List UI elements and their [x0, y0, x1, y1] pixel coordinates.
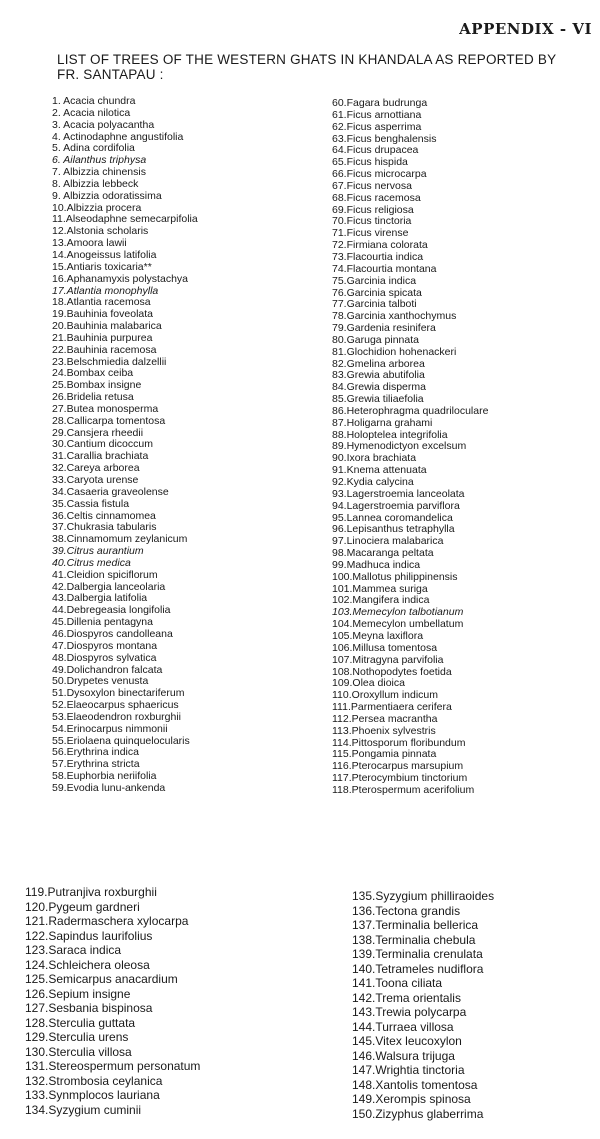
tree-list-item: 42.Dalbergia lanceolaria: [52, 580, 166, 593]
tree-list-item: 10.Albizzia procera: [52, 201, 142, 214]
tree-list-item: 43.Dalbergia latifolia: [52, 592, 148, 605]
tree-list-item: 11.Alseodaphne semecarpifolia: [52, 213, 198, 226]
tree-list-item: 150.Zizyphus glaberrima: [352, 1106, 484, 1121]
tree-list-item: 147.Wrightia tinctoria: [352, 1063, 465, 1077]
tree-list-item: 117.Pterocymbium tinctorium: [332, 772, 468, 785]
tree-list-item: 8. Albizzia lebbeck: [52, 177, 139, 190]
tree-list-item: 114.Pittosporum floribundum: [332, 736, 466, 749]
tree-list-item: 143.Trewia polycarpa: [352, 1005, 467, 1019]
tree-list-item: 109.Olea dioica: [332, 677, 405, 690]
tree-list-item: 67.Ficus nervosa: [332, 179, 412, 192]
tree-list-item: 84.Grewia disperma: [332, 381, 426, 394]
tree-list-item: 120.Pygeum gardneri: [25, 899, 140, 914]
tree-list-item: 34.Casaeria graveolense: [52, 485, 169, 498]
tree-list-item: 82.Gmelina arborea: [332, 357, 425, 370]
tree-list-item: 19.Bauhinia foveolata: [52, 308, 153, 321]
tree-list-item: 89.Hymenodictyon excelsum: [332, 440, 467, 453]
tree-list-item: 148.Xantolis tomentosa: [352, 1077, 478, 1092]
tree-list-item: 38.Cinnamomum zeylanicum: [52, 533, 188, 546]
tree-list-item: 65.Ficus hispida: [332, 156, 408, 169]
tree-list-item: 126.Sepium insigne: [25, 986, 131, 1001]
tree-list-item: 102.Mangifera indica: [332, 594, 430, 607]
tree-list-item: 48.Diospyros sylvatica: [52, 651, 157, 664]
tree-list-item: 111.Parmentiaera cerifera: [332, 701, 452, 714]
tree-list-item: 40.Citrus medica: [52, 556, 131, 569]
tree-list-column-3: [25, 885, 200, 1117]
tree-list-item: 100.Mallotus philippinensis: [332, 570, 458, 583]
tree-list-item: 112.Persea macrantha: [332, 712, 438, 725]
tree-list-item: 118.Pterospermum acerifolium: [332, 783, 475, 796]
tree-list-item: 51.Dysoxylon binectariferum: [52, 687, 185, 700]
tree-list-item: 70.Ficus tinctoria: [332, 215, 412, 228]
tree-list-item: 133.Synmplocos lauriana: [25, 1088, 160, 1102]
tree-list-item: 28.Callicarpa tomentosa: [52, 414, 166, 427]
tree-list-item: 44.Debregeasia longifolia: [52, 604, 171, 617]
tree-list-item: 64.Ficus drupacea: [332, 144, 419, 157]
tree-list-item: 77.Garcinia talboti: [332, 298, 417, 311]
tree-list-item: 46.Diospyros candolleana: [52, 627, 173, 640]
tree-list-item: 57.Erythrina stricta: [52, 758, 140, 771]
tree-list-item: 141.Toona ciliata: [352, 976, 443, 990]
tree-list-item: 110.Oroxyllum indicum: [332, 689, 439, 702]
tree-list-item: 106.Millusa tomentosa: [332, 641, 438, 654]
tree-list-item: 23.Belschmiedia dalzellii: [52, 355, 167, 368]
tree-list-item: 127.Sesbania bispinosa: [25, 1001, 153, 1015]
tree-list-item: 16.Aphanamyxis polystachya: [52, 272, 188, 285]
tree-list-item: 3. Acacia polyacantha: [52, 118, 155, 131]
tree-list-item: 149.Xerompis spinosa: [352, 1092, 471, 1106]
tree-list-item: 88.Holoptelea integrifolia: [332, 428, 448, 441]
page-title: LIST OF TREES OF THE WESTERN GHATS IN KHANDALA AS REPORTED BY FR. SANTAPAU :: [57, 52, 557, 82]
tree-list-item: 62.Ficus asperrima: [332, 120, 422, 133]
tree-list-item: 115.Pongamia pinnata: [332, 748, 437, 761]
tree-list-item: 35.Cassia fistula: [52, 497, 130, 510]
tree-list-item: 101.Mammea suriga: [332, 582, 428, 595]
tree-list-item: 12.Alstonia scholaris: [52, 225, 149, 238]
tree-list-item: 55.Eriolaena quinquelocularis: [52, 734, 190, 747]
tree-list-item: 85.Grewia tiliaefolia: [332, 393, 424, 406]
tree-list-item: 2. Acacia nilotica: [52, 106, 131, 119]
tree-list-item: 25.Bombax insigne: [52, 379, 142, 392]
tree-list-item: 36.Celtis cinnamomea: [52, 509, 156, 522]
tree-list-item: 20.Bauhinia malabarica: [52, 320, 162, 333]
tree-list-item: 108.Nothopodytes foetida: [332, 665, 452, 678]
tree-list-item: 27.Butea monosperma: [52, 402, 159, 415]
tree-list-item: 128.Sterculia guttata: [25, 1015, 136, 1030]
tree-list-item: 66.Ficus microcarpa: [332, 168, 427, 181]
tree-list-item: 134.Syzygium cuminii: [25, 1102, 142, 1117]
tree-list-item: 107.Mitragyna parvifolia: [332, 653, 444, 666]
tree-list-item: 97.Linociera malabarica: [332, 535, 444, 548]
tree-list-item: 29.Cansjera rheedii: [52, 426, 144, 439]
tree-list-item: 139.Terminalia crenulata: [352, 947, 483, 961]
tree-list-item: 33.Caryota urense: [52, 474, 139, 486]
tree-list-item: 68.Ficus racemosa: [332, 191, 421, 204]
tree-list-item: 17.Atlantia monophylla: [52, 284, 159, 297]
tree-list-item: 92.Kydia calycina: [332, 476, 414, 488]
tree-list-item: 135.Syzygium philliraoides: [352, 889, 495, 903]
tree-list-item: 14.Anogeissus latifolia: [52, 248, 157, 261]
tree-list-item: 122.Sapindus laurifolius: [25, 928, 153, 943]
tree-list-column-2: [332, 98, 488, 797]
tree-list-item: 79.Gardenia resinifera: [332, 322, 436, 335]
tree-list-item: 81.Glochidion hohenackeri: [332, 345, 457, 358]
tree-list-item: 129.Sterculia urens: [25, 1030, 129, 1044]
tree-list-item: 32.Careya arborea: [52, 462, 140, 475]
tree-list-item: 41.Cleidion spiciflorum: [52, 568, 158, 581]
tree-list-column-1: [52, 96, 198, 795]
tree-list-item: 73.Flacourtia indica: [332, 250, 424, 263]
tree-list-item: 58.Euphorbia neriifolia: [52, 770, 157, 783]
tree-list-item: 119.Putranjiva roxburghii: [25, 885, 157, 899]
tree-list-item: 99.Madhuca indica: [332, 558, 421, 571]
tree-list-item: 94.Lagerstroemia parviflora: [332, 499, 460, 512]
tree-list-item: 49.Dolichandron falcata: [52, 663, 163, 676]
tree-list-item: 96.Lepisanthus tetraphylla: [332, 523, 455, 536]
appendix-label: APPENDIX - VI: [459, 20, 592, 38]
tree-list-item: 56.Erythrina indica: [52, 746, 139, 759]
tree-list-item: 137.Terminalia bellerica: [352, 918, 479, 932]
tree-list-item: 59.Evodia lunu-ankenda: [52, 781, 166, 794]
tree-list-item: 37.Chukrasia tabularis: [52, 521, 157, 534]
tree-list-item: 61.Ficus arnottiana: [332, 108, 422, 121]
tree-list-item: 45.Dillenia pentagyna: [52, 616, 153, 629]
tree-list-item: 86.Heterophragma quadriloculare: [332, 404, 489, 417]
tree-list-item: 103.Memecylon talbotianum: [332, 606, 464, 619]
tree-list-item: 123.Saraca indica: [25, 943, 122, 957]
tree-list-item: 131.Stereospermum personatum: [25, 1059, 201, 1073]
tree-list-item: 87.Holigarna grahami: [332, 416, 433, 429]
tree-list-item: 50.Drypetes venusta: [52, 675, 149, 688]
tree-list-item: 136.Tectona grandis: [352, 903, 461, 918]
tree-list-item: 4. Actinodaphne angustifolia: [52, 130, 184, 143]
tree-list-item: 39.Citrus aurantium: [52, 545, 144, 558]
tree-list-item: 71.Ficus virense: [332, 227, 409, 240]
tree-list-item: 95.Lannea coromandelica: [332, 511, 453, 524]
tree-list-item: 125.Semicarpus anacardium: [25, 972, 178, 986]
tree-list-column-4: [352, 889, 494, 1121]
tree-list-item: 146.Walsura trijuga: [352, 1048, 455, 1063]
tree-list-item: 63.Ficus benghalensis: [332, 132, 437, 145]
tree-list-item: 144.Turraea villosa: [352, 1019, 454, 1034]
tree-list-item: 6. Ailanthus triphysa: [52, 154, 147, 167]
tree-list-item: 22.Bauhinia racemosa: [52, 343, 157, 356]
tree-list-item: 124.Schleichera oleosa: [25, 957, 150, 972]
tree-list-item: 140.Tetrameles nudiflora: [352, 961, 484, 976]
tree-list-item: 138.Terminalia chebula: [352, 932, 476, 947]
tree-list-item: 26.Bridelia retusa: [52, 391, 134, 404]
tree-list-item: 1. Acacia chundra: [52, 95, 136, 107]
tree-list-item: 104.Memecylon umbellatum: [332, 618, 464, 631]
tree-list-item: 24.Bombax ceiba: [52, 367, 134, 380]
tree-list-item: 75.Garcinia indica: [332, 274, 417, 287]
tree-list-item: 130.Sterculia villosa: [25, 1044, 132, 1059]
tree-list-item: 53.Elaeodendron roxburghii: [52, 710, 182, 723]
tree-list-item: 54.Erinocarpus nimmonii: [52, 722, 168, 735]
tree-list-item: 21.Bauhinia purpurea: [52, 331, 153, 344]
tree-list-item: 113.Phoenix sylvestris: [332, 724, 436, 737]
tree-list-item: 69.Ficus religiosa: [332, 203, 414, 216]
tree-list-item: 15.Antiaris toxicaria**: [52, 260, 152, 273]
tree-list-item: 142.Trema orientalis: [352, 990, 461, 1005]
tree-list-item: 116.Pterocarpus marsupium: [332, 760, 464, 773]
tree-list-item: 93.Lagerstroemia lanceolata: [332, 487, 465, 500]
tree-list-item: 9. Albizzia odoratissima: [52, 189, 162, 202]
tree-list-item: 132.Strombosia ceylanica: [25, 1073, 163, 1088]
tree-list-item: 7. Albizzia chinensis: [52, 166, 146, 179]
tree-list-item: 83.Grewia abutifolia: [332, 369, 425, 382]
tree-list-item: 72.Firmiana colorata: [332, 239, 428, 252]
tree-list-item: 60.Fagara budrunga: [332, 97, 428, 109]
tree-list-item: 105.Meyna laxiflora: [332, 629, 424, 642]
tree-list-item: 98.Macaranga peltata: [332, 547, 434, 560]
tree-list-item: 74.Flacourtia montana: [332, 262, 437, 275]
tree-list-item: 18.Atlantia racemosa: [52, 296, 151, 309]
tree-list-item: 90.Ixora brachiata: [332, 452, 417, 465]
tree-list-item: 80.Garuga pinnata: [332, 333, 419, 346]
tree-list-item: 31.Carallia brachiata: [52, 450, 149, 463]
tree-list-item: 121.Radermaschera xylocarpa: [25, 914, 189, 928]
tree-list-item: 76.Garcinia spicata: [332, 286, 422, 299]
tree-list-item: 13.Amoora lawii: [52, 237, 127, 250]
tree-list-item: 30.Cantium dicoccum: [52, 438, 153, 451]
tree-list-item: 47.Diospyros montana: [52, 639, 158, 652]
tree-list-item: 145.Vitex leucoxylon: [352, 1034, 462, 1048]
tree-list-item: 78.Garcinia xanthochymus: [332, 310, 457, 323]
tree-list-item: 91.Knema attenuata: [332, 464, 427, 477]
tree-list-item: 52.Elaeocarpus sphaericus: [52, 699, 179, 712]
tree-list-item: 5. Adina cordifolia: [52, 142, 135, 155]
